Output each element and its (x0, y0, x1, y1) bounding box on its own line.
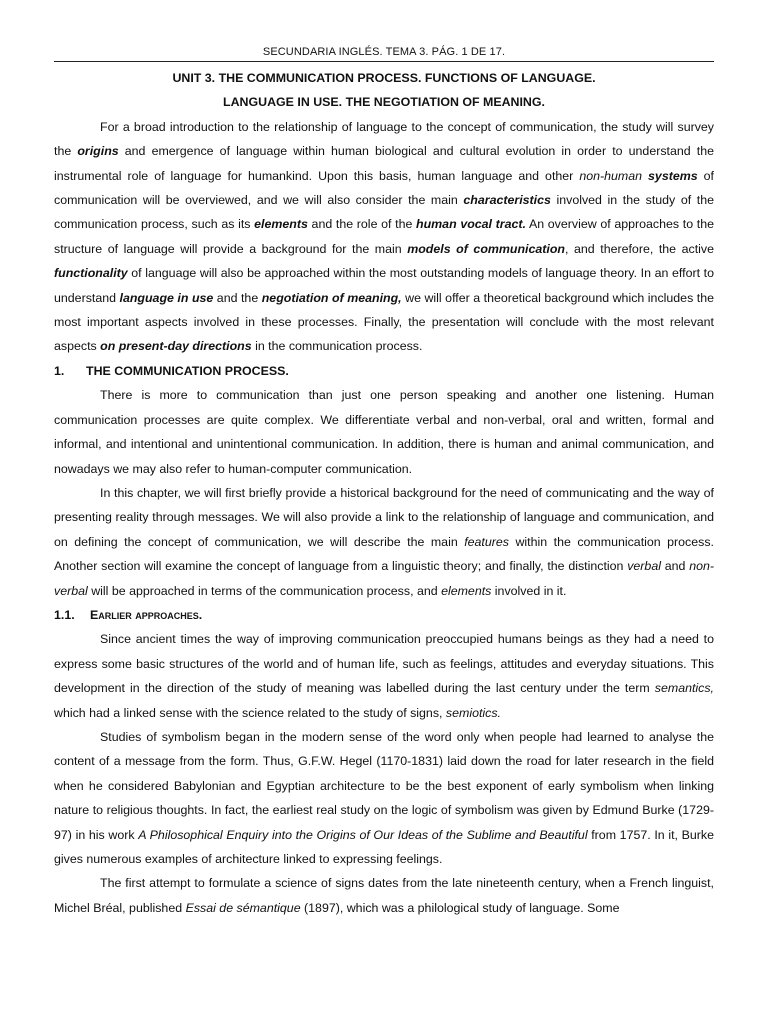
subsection-paragraph-1: Since ancient times the way of improving communication preoccupied humans beings as they had a need to express some basic structures of the world and of human life, such as feelings, attitudes and everyday situations. This development in the direction of the study of meaning was labelled during the last century under the term semantics, which had a linked sense with the science related to the study of signs, semiotics. (54, 632, 714, 720)
document-page (54, 46, 714, 920)
section-heading-communication-process: 1. THE COMMUNICATION PROCESS. (54, 363, 289, 378)
subsection-paragraph-2: Studies of symbolism began in the modern sense of the word only when people had learned to analyse the content of a message from the form. Thus, G.F.W. Hegel (1170-1831) laid down the road for later research in the field when he considered Babylonian and Egyptian architecture to be the best exponent of early symbolism when linking nature to religious thoughts. In fact, the earliest real study on the logic of symbolism was given by Edmund Burke (1729-97) in his work A Philosophical Enquiry into the Origins of Our Ideas of the Sublime and Beautiful from 1757. In it, Burke gives numerous examples of architecture linked to expressing feelings. (54, 729, 715, 866)
running-header: SECUNDARIA INGLÉS. TEMA 3. PÁG. 1 DE 17. (54, 46, 714, 62)
unit-subtitle: LANGUAGE IN USE. THE NEGOTIATION OF MEANING. (223, 95, 545, 110)
subsection-paragraph-3: The first attempt to formulate a science of signs dates from the late nineteenth century, when a French linguist, Michel Bréal, published Essai de sémantique (1897), which was a philological study of language. Some (54, 876, 714, 915)
subsection-heading-earlier-approaches: 1.1. Earlier approaches. (54, 607, 203, 622)
section1-paragraph-1: There is more to communication than just one person speaking and another one listening. Human communication processes are quite complex. We differentiate verbal and non-verbal, oral and written, formal and informal, and intentional and unintentional communication. In addition, there is human and animal communication, and nowadays we may also refer to human-computer communication. (54, 388, 714, 476)
unit-title: UNIT 3. THE COMMUNICATION PROCESS. FUNCTIONS OF LANGUAGE. (172, 71, 596, 85)
intro-paragraph: For a broad introduction to the relationship of language to the concept of communication, the study will survey the origins and emergence of language within human biological and cultural evolution in order to understand the instrumental role of language for humankind. Upon this basis, human language and other non-human systems of communication will be overviewed, and we will also consider the main characteristics involved in the study of the communication process, such as its elements and the role of the human vocal tract. An overview of approaches to the structure of language will provide a background for the main models of communication, and therefore, the active functionality of language will also be approached within the most outstanding models of language theory. In an effort to understand language in use and the negotiation of meaning, we will offer a theoretical background which includes the most important aspects involved in these processes. Finally, the presentation will conclude with the most relevant aspects on present-day directions in the communication process. (54, 119, 715, 354)
section1-paragraph-2: In this chapter, we will first briefly provide a historical background for the need of communicating and the way of presenting reality through messages. We will also provide a link to the relationship of language and communication, and on defining the concept of communication, we will describe the main features within the communication process. Another section will examine the concept of language from a linguistic theory; and finally, the distinction verbal and non-verbal will be approached in terms of the communication process, and elements involved in it. (54, 485, 714, 598)
